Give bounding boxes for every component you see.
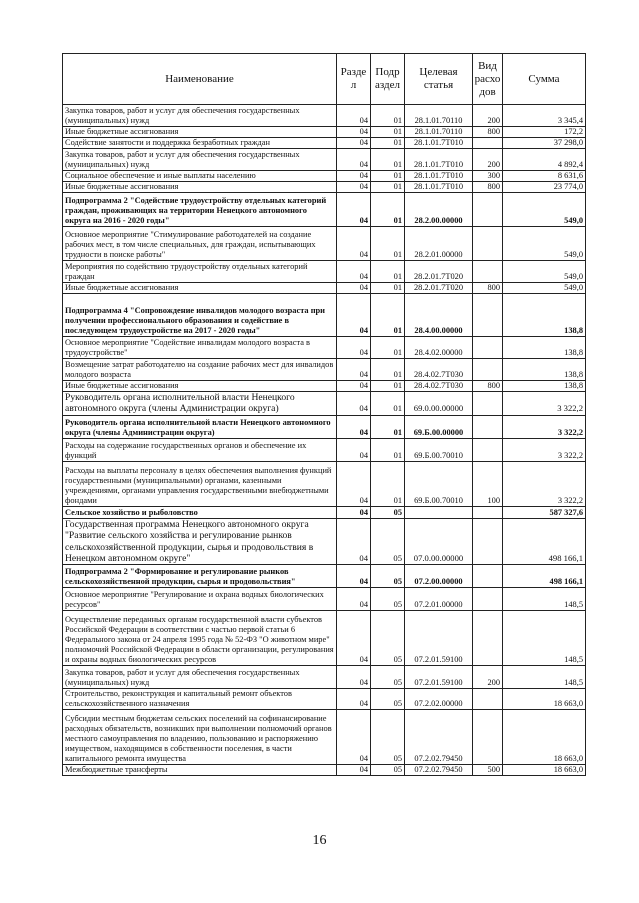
row-section: 04 xyxy=(337,337,371,359)
row-target: 07.2.02.79450 xyxy=(405,765,473,776)
row-section: 04 xyxy=(337,518,371,565)
row-name: Иные бюджетные ассигнования xyxy=(63,127,337,138)
row-amount: 549,0 xyxy=(503,283,586,294)
row-type: 800 xyxy=(473,182,503,193)
row-name: Основное мероприятие "Стимулирование работодателей на создание рабочих мест, в том числе специальных, для граждан, испытывающих трудности в поиске работы" xyxy=(63,227,337,261)
header-amount: Сумма xyxy=(503,54,586,105)
table-row xyxy=(63,461,586,506)
row-name: Иные бюджетные ассигнования xyxy=(63,283,337,294)
row-type: 800 xyxy=(473,283,503,294)
row-name: Строительство, реконструкция и капитальный ремонт объектов сельскохозяйственного назначения xyxy=(63,689,337,710)
row-target: 28.4.02.7Т030 xyxy=(405,359,473,381)
table-row xyxy=(63,765,586,776)
row-name: Сельское хозяйство и рыболовство xyxy=(63,506,337,518)
row-type xyxy=(473,392,503,416)
row-type: 500 xyxy=(473,765,503,776)
table-row xyxy=(63,415,586,438)
row-name: Иные бюджетные ассигнования xyxy=(63,182,337,193)
row-type xyxy=(473,565,503,588)
row-target: 69.0.00.00000 xyxy=(405,392,473,416)
row-target xyxy=(405,506,473,518)
table-row xyxy=(63,261,586,283)
row-subsection: 01 xyxy=(371,105,405,127)
row-subsection: 01 xyxy=(371,261,405,283)
header-name: Наименование xyxy=(63,54,337,105)
row-name: Осуществление переданных органам государственной власти субъектов Российской Федерации в соответствии с частью первой статьи 6 Федерального закона от 24 апреля 1995 года № 52-ФЗ "О животном мире" полномочий Российской Федерации в области организации, регулирования и охраны водных биологических ресурсов xyxy=(63,611,337,666)
row-type xyxy=(473,689,503,710)
row-subsection: 05 xyxy=(371,666,405,689)
row-amount: 498 166,1 xyxy=(503,518,586,565)
row-subsection: 01 xyxy=(371,283,405,294)
row-name: Подпрограмма 4 "Сопровождение инвалидов молодого возраста при получении профессионального образования и содействие в последующем трудоустройстве на 2017 - 2020 годы" xyxy=(63,294,337,337)
row-amount: 148,5 xyxy=(503,588,586,611)
row-type xyxy=(473,415,503,438)
row-target: 07.2.01.59100 xyxy=(405,666,473,689)
row-section: 04 xyxy=(337,261,371,283)
row-amount: 4 892,4 xyxy=(503,149,586,171)
budget-table xyxy=(62,53,586,776)
row-name: Межбюджетные трансферты xyxy=(63,765,337,776)
table-row xyxy=(63,518,586,565)
row-subsection: 01 xyxy=(371,138,405,149)
row-section: 04 xyxy=(337,765,371,776)
row-amount: 587 327,6 xyxy=(503,506,586,518)
row-subsection: 01 xyxy=(371,294,405,337)
row-name: Возмещение затрат работодателю на создание рабочих мест для инвалидов молодого возраста xyxy=(63,359,337,381)
row-section: 04 xyxy=(337,149,371,171)
row-amount: 138,8 xyxy=(503,359,586,381)
row-target: 07.0.00.00000 xyxy=(405,518,473,565)
row-section: 04 xyxy=(337,506,371,518)
row-amount: 18 663,0 xyxy=(503,710,586,765)
row-type xyxy=(473,337,503,359)
row-type: 100 xyxy=(473,461,503,506)
row-subsection: 05 xyxy=(371,588,405,611)
row-section: 04 xyxy=(337,227,371,261)
row-amount: 172,2 xyxy=(503,127,586,138)
row-amount: 3 322,2 xyxy=(503,392,586,416)
row-amount: 3 322,2 xyxy=(503,438,586,461)
row-subsection: 01 xyxy=(371,171,405,182)
row-target: 07.2.02.79450 xyxy=(405,710,473,765)
row-type xyxy=(473,359,503,381)
row-name: Иные бюджетные ассигнования xyxy=(63,381,337,392)
row-target: 28.1.01.7Т010 xyxy=(405,138,473,149)
row-name: Содействие занятости и поддержка безработных граждан xyxy=(63,138,337,149)
row-subsection: 01 xyxy=(371,438,405,461)
row-section: 04 xyxy=(337,283,371,294)
row-target: 07.2.02.00000 xyxy=(405,689,473,710)
table-row xyxy=(63,611,586,666)
row-target: 69.Б.00.00000 xyxy=(405,415,473,438)
row-amount: 148,5 xyxy=(503,611,586,666)
row-target: 28.1.01.7Т010 xyxy=(405,171,473,182)
row-target: 69.Б.00.70010 xyxy=(405,438,473,461)
table-body xyxy=(63,105,586,776)
row-type: 800 xyxy=(473,127,503,138)
row-section: 04 xyxy=(337,138,371,149)
row-section: 04 xyxy=(337,294,371,337)
table-row xyxy=(63,381,586,392)
row-type xyxy=(473,193,503,227)
row-section: 04 xyxy=(337,415,371,438)
row-name: Руководитель органа исполнительной власти Ненецкого автономного округа (члены Администрации округа) xyxy=(63,392,337,416)
row-name: Основное мероприятие "Регулирование и охрана водных биологических ресурсов" xyxy=(63,588,337,611)
table-row xyxy=(63,138,586,149)
row-type: 200 xyxy=(473,666,503,689)
row-amount: 37 298,0 xyxy=(503,138,586,149)
table-row xyxy=(63,182,586,193)
row-type xyxy=(473,438,503,461)
row-target: 28.4.00.00000 xyxy=(405,294,473,337)
row-section: 04 xyxy=(337,193,371,227)
row-name: Закупка товаров, работ и услуг для обеспечения государственных (муниципальных) нужд xyxy=(63,149,337,171)
row-amount: 138,8 xyxy=(503,337,586,359)
row-name: Подпрограмма 2 "Формирование и регулирование рынков сельскохозяйственной продукции, сырья и продовольствия" xyxy=(63,565,337,588)
table-row xyxy=(63,666,586,689)
row-type xyxy=(473,138,503,149)
row-name: Подпрограмма 2 "Содействие трудоустройству отдельных категорий граждан, проживающих на территории Ненецкого автономного округа на 2016 - 2020 годы" xyxy=(63,193,337,227)
table-row xyxy=(63,565,586,588)
row-subsection: 01 xyxy=(371,227,405,261)
row-name: Закупка товаров, работ и услуг для обеспечения государственных (муниципальных) нужд xyxy=(63,105,337,127)
row-type xyxy=(473,261,503,283)
row-target: 28.1.01.7Т010 xyxy=(405,182,473,193)
row-section: 04 xyxy=(337,182,371,193)
row-type xyxy=(473,611,503,666)
row-target: 28.4.02.7Т030 xyxy=(405,381,473,392)
row-section: 04 xyxy=(337,611,371,666)
row-target: 28.4.02.00000 xyxy=(405,337,473,359)
row-type xyxy=(473,506,503,518)
row-subsection: 01 xyxy=(371,149,405,171)
table-row xyxy=(63,283,586,294)
row-amount: 549,0 xyxy=(503,227,586,261)
row-section: 04 xyxy=(337,392,371,416)
row-target: 07.2.00.00000 xyxy=(405,565,473,588)
row-target: 07.2.01.00000 xyxy=(405,588,473,611)
table-row xyxy=(63,710,586,765)
row-subsection: 05 xyxy=(371,765,405,776)
row-section: 04 xyxy=(337,588,371,611)
row-subsection: 01 xyxy=(371,415,405,438)
row-type xyxy=(473,588,503,611)
row-amount: 549,0 xyxy=(503,261,586,283)
row-section: 04 xyxy=(337,105,371,127)
row-type: 200 xyxy=(473,105,503,127)
row-subsection: 05 xyxy=(371,710,405,765)
header-type: Вид расхо дов xyxy=(473,54,503,105)
row-amount: 18 663,0 xyxy=(503,765,586,776)
table-row xyxy=(63,294,586,337)
table-row xyxy=(63,359,586,381)
row-section: 04 xyxy=(337,710,371,765)
row-amount: 3 345,4 xyxy=(503,105,586,127)
row-subsection: 01 xyxy=(371,182,405,193)
row-type xyxy=(473,294,503,337)
row-subsection: 01 xyxy=(371,461,405,506)
row-subsection: 01 xyxy=(371,337,405,359)
row-name: Расходы на выплаты персоналу в целях обеспечения выполнения функций государственными (муниципальными) органами, казенными учреждениями, органами управления государственными внебюджетными фондами xyxy=(63,461,337,506)
row-amount: 549,0 xyxy=(503,193,586,227)
table-row xyxy=(63,105,586,127)
row-subsection: 01 xyxy=(371,381,405,392)
table-row xyxy=(63,506,586,518)
row-section: 04 xyxy=(337,171,371,182)
row-target: 69.Б.00.70010 xyxy=(405,461,473,506)
header-target: Целевая статья xyxy=(405,54,473,105)
table-row xyxy=(63,227,586,261)
row-amount: 498 166,1 xyxy=(503,565,586,588)
row-subsection: 05 xyxy=(371,689,405,710)
row-name: Расходы на содержание государственных органов и обеспечение их функций xyxy=(63,438,337,461)
row-subsection: 05 xyxy=(371,565,405,588)
table-row xyxy=(63,127,586,138)
row-section: 04 xyxy=(337,461,371,506)
row-amount: 3 322,2 xyxy=(503,461,586,506)
row-section: 04 xyxy=(337,359,371,381)
row-amount: 148,5 xyxy=(503,666,586,689)
row-name: Руководитель органа исполнительной власти Ненецкого автономного округа (члены Администрации округа) xyxy=(63,415,337,438)
header-row xyxy=(63,54,586,105)
row-name: Государственная программа Ненецкого автономного округа "Развитие сельского хозяйства и регулирование рынков сельскохозяйственной продукции, сырья и продовольствия в Ненецком автономном округе" xyxy=(63,518,337,565)
row-type xyxy=(473,518,503,565)
row-target: 28.2.00.00000 xyxy=(405,193,473,227)
header-subsection: Подр аздел xyxy=(371,54,405,105)
row-name: Мероприятия по содействию трудоустройству отдельных категорий граждан xyxy=(63,261,337,283)
row-name: Субсидии местным бюджетам сельских поселений на софинансирование расходных обязательств, возникших при выполнении полномочий органов местного самоуправления по владению, пользованию и распоряжению имуществом, находящимся в собственности поселения, в части капитального ремонта имущества xyxy=(63,710,337,765)
row-type xyxy=(473,227,503,261)
table-row xyxy=(63,171,586,182)
table-row xyxy=(63,588,586,611)
row-target: 28.2.01.00000 xyxy=(405,227,473,261)
row-section: 04 xyxy=(337,666,371,689)
row-amount: 23 774,0 xyxy=(503,182,586,193)
row-amount: 8 631,6 xyxy=(503,171,586,182)
row-amount: 138,8 xyxy=(503,381,586,392)
row-target: 28.2.01.7Т020 xyxy=(405,261,473,283)
row-type: 800 xyxy=(473,381,503,392)
row-type: 300 xyxy=(473,171,503,182)
row-section: 04 xyxy=(337,565,371,588)
row-subsection: 01 xyxy=(371,359,405,381)
row-subsection: 01 xyxy=(371,193,405,227)
row-subsection: 01 xyxy=(371,392,405,416)
row-target: 28.1.01.70110 xyxy=(405,105,473,127)
table-row xyxy=(63,149,586,171)
row-subsection: 05 xyxy=(371,506,405,518)
row-section: 04 xyxy=(337,689,371,710)
table-row xyxy=(63,337,586,359)
page-number: 16 xyxy=(312,833,327,848)
row-target: 28.2.01.7Т020 xyxy=(405,283,473,294)
table-row xyxy=(63,193,586,227)
row-amount: 18 663,0 xyxy=(503,689,586,710)
table-row xyxy=(63,438,586,461)
table-row xyxy=(63,689,586,710)
row-name: Основное мероприятие "Содействие инвалидам молодого возраста в трудоустройстве" xyxy=(63,337,337,359)
header-section: Разде л xyxy=(337,54,371,105)
row-type: 200 xyxy=(473,149,503,171)
row-section: 04 xyxy=(337,438,371,461)
row-name: Социальное обеспечение и иные выплаты населению xyxy=(63,171,337,182)
row-target: 28.1.01.70110 xyxy=(405,127,473,138)
row-type xyxy=(473,710,503,765)
row-amount: 138,8 xyxy=(503,294,586,337)
row-target: 07.2.01.59100 xyxy=(405,611,473,666)
row-subsection: 01 xyxy=(371,127,405,138)
row-subsection: 05 xyxy=(371,611,405,666)
table-row xyxy=(63,392,586,416)
row-amount: 3 322,2 xyxy=(503,415,586,438)
row-section: 04 xyxy=(337,381,371,392)
row-subsection: 05 xyxy=(371,518,405,565)
row-section: 04 xyxy=(337,127,371,138)
row-name: Закупка товаров, работ и услуг для обеспечения государственных (муниципальных) нужд xyxy=(63,666,337,689)
row-target: 28.1.01.7Т010 xyxy=(405,149,473,171)
